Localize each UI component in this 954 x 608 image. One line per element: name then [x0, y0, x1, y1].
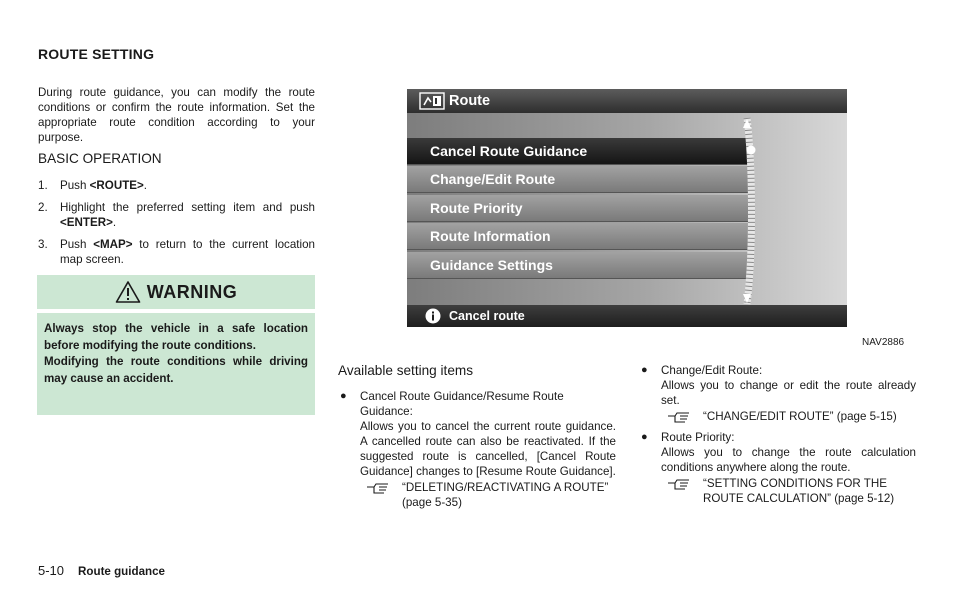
warning-header	[37, 275, 315, 309]
basic-operation-title: BASIC OPERATION	[38, 151, 162, 166]
menu-item-route-information[interactable]: Route Information	[407, 223, 751, 250]
item-description: Allows you to change or edit the route already set.	[661, 379, 916, 407]
screen-status-bar	[407, 305, 847, 327]
page-number: 5-10	[38, 563, 65, 578]
cross-reference	[661, 409, 916, 425]
bullet: ●	[641, 364, 648, 376]
warning-line: Modifying the route conditions while driving may cause an accident.	[44, 355, 308, 385]
route-icon	[419, 92, 445, 110]
figure-code: NAV2886	[862, 337, 905, 348]
warning-triangle-icon	[115, 280, 141, 304]
step-number: 2.	[38, 201, 48, 214]
cross-reference	[661, 476, 916, 506]
menu-item-change-edit-route[interactable]: Change/Edit Route	[407, 166, 751, 193]
page-footer	[38, 563, 165, 578]
intro-paragraph: During route guidance, you can modify the route conditions or confirm the route information. Set the appropriate route condition according to your purpose.	[38, 86, 315, 144]
menu-item-route-priority[interactable]: Route Priority	[407, 195, 751, 222]
step-number: 3.	[38, 238, 48, 251]
menu-item-guidance-settings[interactable]: Guidance Settings	[407, 252, 751, 279]
warning-title: WARNING	[146, 281, 238, 302]
menu-item-cancel-route-guidance[interactable]: Cancel Route Guidance	[407, 138, 751, 165]
nav-screen	[407, 89, 847, 327]
scroll-position-indicator	[747, 146, 756, 155]
step-item	[38, 237, 315, 267]
info-icon	[425, 308, 441, 324]
step-number: 1.	[38, 179, 48, 192]
reference-text: “CHANGE/EDIT ROUTE” (page 5-15)	[703, 410, 897, 423]
item-name: Cancel Route Guidance/Resume Route Guidance:	[360, 390, 564, 418]
key-label: <ENTER>	[60, 216, 113, 229]
screen-title-bar	[407, 89, 847, 113]
pointing-hand-icon	[667, 476, 691, 492]
item-name: Route Priority:	[661, 431, 735, 444]
available-items-title: Available setting items	[338, 363, 474, 378]
reference-text: “DELETING/REACTIVATING A ROUTE” (page 5-35)	[402, 481, 609, 509]
warning-body	[37, 313, 315, 415]
step-text: Push <MAP> to return to the current location map screen.	[60, 238, 315, 266]
item-description: Allows you to change the route calculation conditions anywhere along the route.	[661, 446, 916, 474]
bullet: ●	[340, 390, 347, 402]
list-item	[641, 363, 916, 425]
step-text: Highlight the preferred setting item and push <ENTER>.	[60, 201, 315, 229]
scrollbar[interactable]	[737, 116, 757, 306]
cross-reference	[360, 480, 616, 510]
item-description: Allows you to cancel the current route guidance. A cancelled route can also be reactivated. If the suggested route is cancelled, [Cancel Route Guidance] changes to [Resume Route Guidance].	[360, 420, 616, 478]
pointing-hand-icon	[366, 480, 390, 496]
bullet: ●	[641, 431, 648, 443]
warning-line: Always stop the vehicle in a safe location before modifying the route conditions.	[44, 322, 308, 352]
key-label: <MAP>	[93, 238, 133, 251]
reference-text: “SETTING CONDITIONS FOR THE ROUTE CALCULATION” (page 5-12)	[703, 477, 895, 505]
key-label: <ROUTE>	[89, 179, 144, 192]
footer-label: Route guidance	[78, 565, 165, 578]
step-item	[38, 200, 315, 230]
item-name: Change/Edit Route:	[661, 364, 763, 377]
section-title: ROUTE SETTING	[38, 46, 155, 62]
available-items-column-left	[340, 389, 616, 515]
list-item	[641, 430, 916, 506]
screen-status-text: Cancel route	[449, 309, 525, 323]
list-item	[340, 389, 616, 510]
screen-title: Route	[449, 93, 491, 109]
available-items-column-right	[641, 363, 916, 511]
step-text: Push <ROUTE>.	[60, 179, 148, 192]
pointing-hand-icon	[667, 409, 691, 425]
step-item	[38, 178, 315, 193]
basic-operation-steps	[38, 178, 315, 274]
